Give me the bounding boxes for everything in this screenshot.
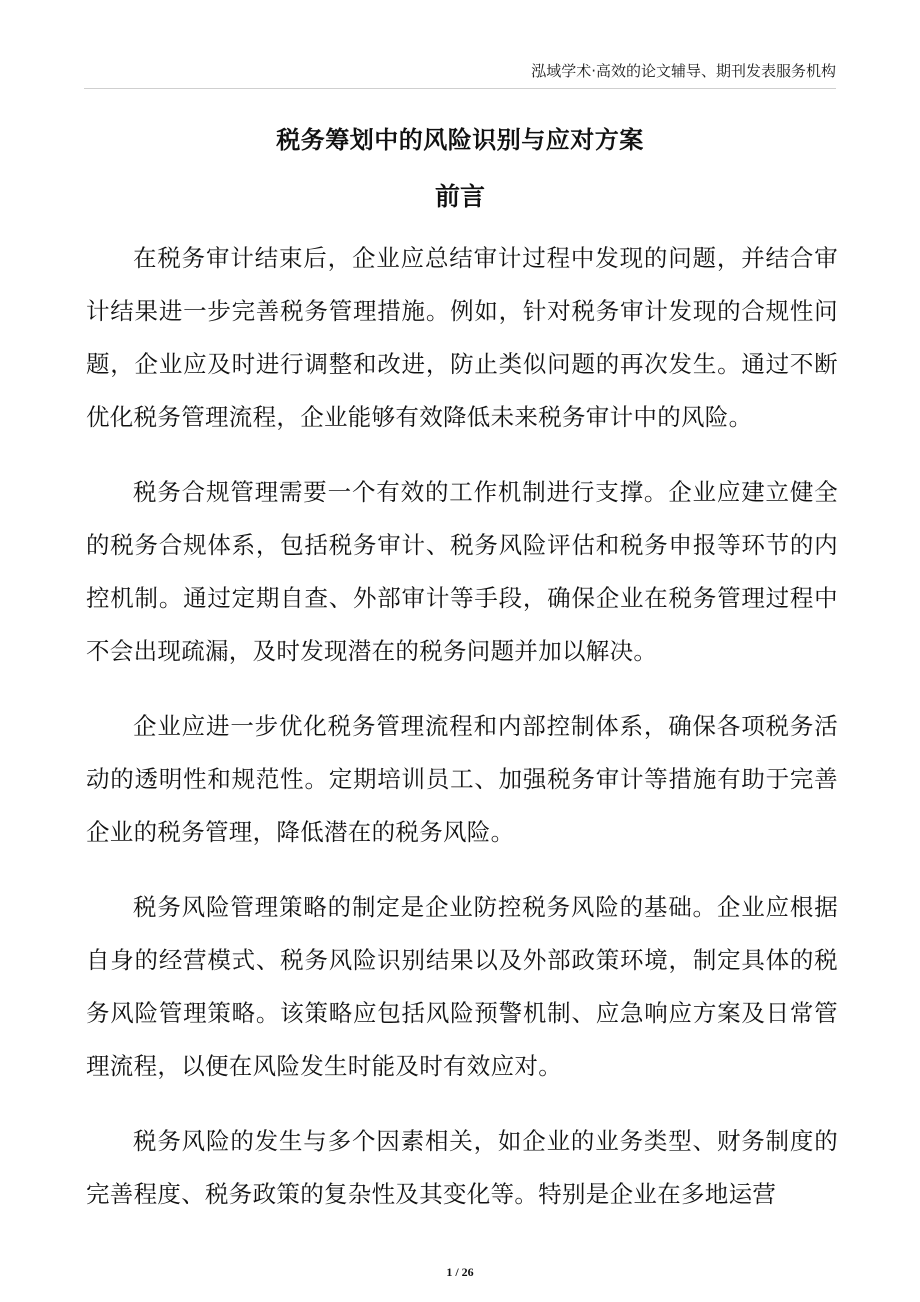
paragraph: 在税务审计结束后，企业应总结审计过程中发现的问题，并结合审计结果进一步完善税务管理措施。例如，针对税务审计发现的合规性问题，企业应及时进行调整和改进，防止类似问题的再次发生。通过不断优化税务管理流程，企业能够有效降低未来税务审计中的风险。 [86, 244, 838, 431]
header-divider [84, 88, 836, 89]
paragraph: 税务风险管理策略的制定是企业防控税务风险的基础。企业应根据自身的经营模式、税务风险识别结果以及外部政策环境，制定具体的税务风险管理策略。该策略应包括风险预警机制、应急响应方案及日常管理流程，以便在风险发生时能及时有效应对。 [86, 893, 838, 1080]
body-text [86, 232, 838, 1243]
section-heading: 前言 [434, 182, 485, 211]
page-number: 1 / 26 [446, 1265, 474, 1279]
paragraph: 企业应进一步优化税务管理流程和内部控制体系，确保各项税务活动的透明性和规范性。定期培训员工、加强税务审计等措施有助于完善企业的税务管理，降低潜在的税务风险。 [86, 712, 838, 846]
header-text: 泓域学术·高效的论文辅导、期刊发表服务机构 [531, 62, 836, 80]
paragraph: 税务风险的发生与多个因素相关，如企业的业务类型、财务制度的完善程度、税务政策的复杂性及其变化等。特别是企业在多地运营 [86, 1127, 838, 1208]
document-title: 税务筹划中的风险识别与应对方案 [276, 126, 644, 154]
paragraph: 税务合规管理需要一个有效的工作机制进行支撑。企业应建立健全的税务合规体系，包括税务审计、税务风险评估和税务申报等环节的内控机制。通过定期自查、外部审计等手段，确保企业在税务管理过程中不会出现疏漏，及时发现潜在的税务问题并加以解决。 [86, 478, 838, 665]
